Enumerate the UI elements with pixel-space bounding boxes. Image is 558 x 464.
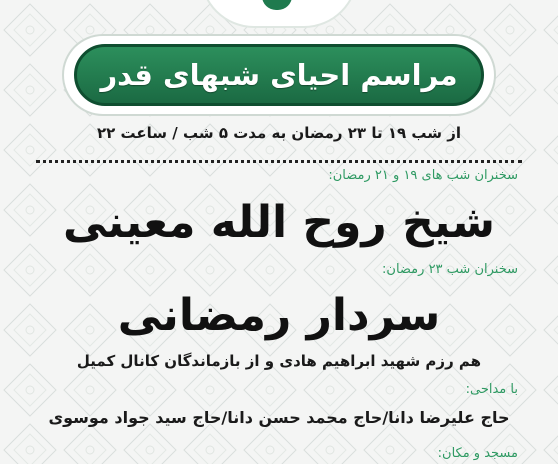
speaker2-label: سخنران شب ۲۳ رمضان: [382,262,518,277]
page-title: مراسم احیای شبهای قدر [100,58,458,92]
speaker2-description: هم رزم شهید ابراهیم هادی و از بازماندگان کانال کمیل [76,352,482,370]
eulogists-label: با مداحی: [465,382,518,397]
schedule-text: از شب ۱۹ تا ۲۳ رمضان به مدت ۵ شب / ساعت ۲۲ [97,124,461,142]
eulogists-names: حاج علیرضا دانا/حاج محمد حسن دانا/حاج سید جواد موسوی [48,408,510,427]
dotted-divider [36,160,522,163]
speaker2-name: سردار رمضانی [117,290,441,341]
venue-label: مسجد و مکان: [437,446,518,461]
speaker1-label: سخنران شب های ۱۹ و ۲۱ رمضان: [328,168,518,183]
speaker1-name: شیخ روح الله معینی [62,197,496,248]
title-banner [74,44,484,106]
